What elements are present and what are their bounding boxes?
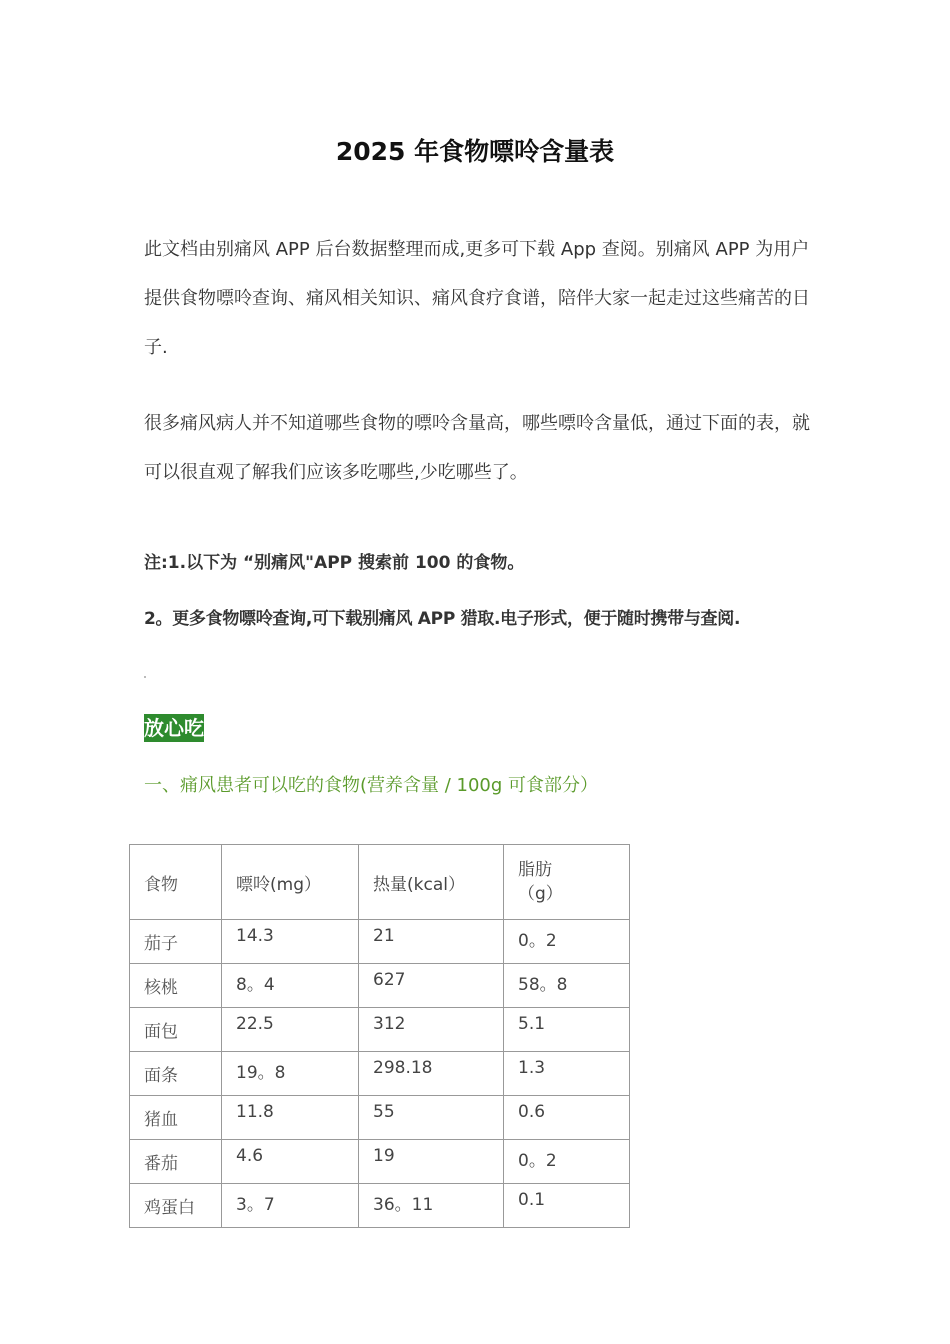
cell-calories: 312	[359, 1008, 504, 1052]
table-row	[130, 964, 630, 1008]
cell-purine: 3。7	[222, 1184, 359, 1228]
header-food: 食物	[130, 845, 222, 920]
table-row	[130, 1008, 630, 1052]
cell-calories: 21	[359, 920, 504, 964]
cell-purine: 22.5	[222, 1008, 359, 1052]
cell-food: 鸡蛋白	[130, 1184, 222, 1228]
cell-food: 面包	[130, 1008, 222, 1052]
intro-paragraph-1: 此文档由别痛风 APP 后台数据整理而成,更多可下载 App 查阅。别痛风 APP 为用户提供食物嘌呤查询、痛风相关知识、痛风食疗食谱，陪伴大家一起走过这些痛苦的日子.	[144, 239, 810, 358]
cell-calories: 19	[359, 1140, 504, 1184]
intro-paragraph-2: 很多痛风病人并不知道哪些食物的嘌呤含量高，哪些嘌呤含量低，通过下面的表，就可以很直观了解我们应该多吃哪些,少吃哪些了。	[144, 413, 810, 483]
food-purine-table	[129, 844, 630, 1228]
cell-food: 茄子	[130, 920, 222, 964]
cell-food: 面条	[130, 1052, 222, 1096]
cell-calories: 36。11	[359, 1184, 504, 1228]
table-row	[130, 1096, 630, 1140]
cell-fat: 58。8	[504, 964, 630, 1008]
cell-calories: 627	[359, 964, 504, 1008]
cell-fat: 0。2	[504, 920, 630, 964]
table-header-row	[130, 845, 630, 920]
cell-food: 猪血	[130, 1096, 222, 1140]
table-row	[130, 920, 630, 964]
header-fat-unit: （g）	[518, 884, 563, 904]
cell-purine: 11.8	[222, 1096, 359, 1140]
cell-food: 核桃	[130, 964, 222, 1008]
cell-fat: 0.1	[504, 1184, 630, 1228]
cell-fat: 0。2	[504, 1140, 630, 1184]
page-title: 2025 年食物嘌呤含量表	[335, 137, 615, 166]
header-purine: 嘌呤(mg）	[222, 845, 359, 920]
cell-fat: 1.3	[504, 1052, 630, 1096]
table-row	[130, 1184, 630, 1228]
cell-purine: 14.3	[222, 920, 359, 964]
table-row	[130, 1140, 630, 1184]
note-1: 注:1.以下为 “别痛风"APP 搜索前 100 的食物。	[144, 553, 525, 573]
note-2: 2。更多食物嘌呤查询,可下载别痛风 APP 猎取.电子形式，便于随时携带与查阅.	[144, 609, 741, 629]
header-fat-label: 脂肪	[518, 860, 552, 880]
section-title: 一、痛风患者可以吃的食物(营养含量 / 100g 可食部分）	[144, 775, 599, 796]
divider-dot	[144, 676, 146, 678]
cell-calories: 55	[359, 1096, 504, 1140]
header-fat	[504, 845, 630, 920]
header-calories: 热量(kcal）	[359, 845, 504, 920]
cell-food: 番茄	[130, 1140, 222, 1184]
cell-purine: 8。4	[222, 964, 359, 1008]
cell-fat: 0.6	[504, 1096, 630, 1140]
table-row	[130, 1052, 630, 1096]
cell-purine: 19。8	[222, 1052, 359, 1096]
cell-purine: 4.6	[222, 1140, 359, 1184]
safe-to-eat-tag: 放心吃	[144, 716, 204, 740]
cell-fat: 5.1	[504, 1008, 630, 1052]
cell-calories: 298.18	[359, 1052, 504, 1096]
